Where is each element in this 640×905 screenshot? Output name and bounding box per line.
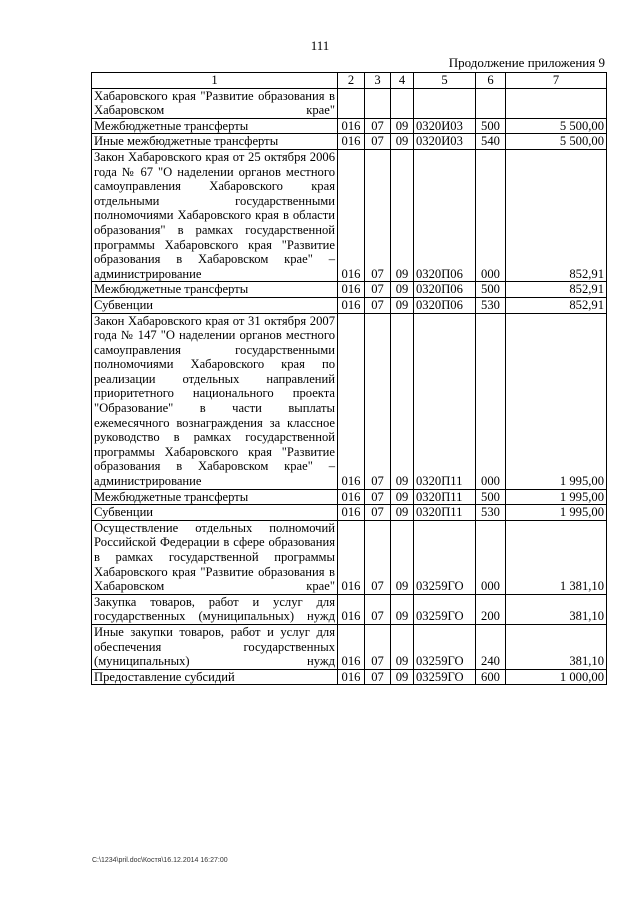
subsection-code: 09 <box>391 489 414 505</box>
expense-type-code: 240 <box>476 624 506 669</box>
section-code <box>365 88 391 118</box>
amount: 5 500,00 <box>506 134 607 150</box>
target-article-code: 0320П11 <box>414 313 476 489</box>
amount: 381,10 <box>506 594 607 624</box>
row-name: Хабаровского края "Развитие образования в Хабаровском крае" <box>92 88 338 118</box>
amount: 852,91 <box>506 297 607 313</box>
subsection-code <box>391 88 414 118</box>
table-row <box>92 520 607 594</box>
table-row <box>92 134 607 150</box>
chapter-code: 016 <box>338 313 365 489</box>
subsection-code: 09 <box>391 313 414 489</box>
subsection-code: 09 <box>391 297 414 313</box>
target-article-code <box>414 88 476 118</box>
table-row <box>92 669 607 685</box>
subsection-code: 09 <box>391 624 414 669</box>
chapter-code: 016 <box>338 118 365 134</box>
table-row <box>92 313 607 489</box>
section-code: 07 <box>365 313 391 489</box>
amount: 381,10 <box>506 624 607 669</box>
chapter-code <box>338 88 365 118</box>
amount: 852,91 <box>506 149 607 281</box>
section-code: 07 <box>365 282 391 298</box>
header-col-1: 1 <box>92 73 338 89</box>
expense-type-code <box>476 88 506 118</box>
expense-type-code: 600 <box>476 669 506 685</box>
expense-type-code: 000 <box>476 313 506 489</box>
subsection-code: 09 <box>391 282 414 298</box>
chapter-code: 016 <box>338 149 365 281</box>
amount: 5 500,00 <box>506 118 607 134</box>
table-row <box>92 118 607 134</box>
expense-type-code: 540 <box>476 134 506 150</box>
subsection-code: 09 <box>391 149 414 281</box>
expense-type-code: 530 <box>476 297 506 313</box>
file-path-footer: C:\1234\pril.doc\Костя\16.12.2014 16:27:00 <box>92 857 228 864</box>
table-row <box>92 489 607 505</box>
header-col-5: 5 <box>414 73 476 89</box>
section-code: 07 <box>365 134 391 150</box>
target-article-code: 03259ГО <box>414 594 476 624</box>
page-number: 111 <box>310 38 330 53</box>
target-article-code: 0320И03 <box>414 118 476 134</box>
row-name: Иные закупки товаров, работ и услуг для обеспечения государственных (муниципальных) нужд <box>92 624 338 669</box>
chapter-code: 016 <box>338 282 365 298</box>
chapter-code: 016 <box>338 624 365 669</box>
chapter-code: 016 <box>338 594 365 624</box>
table-header-row <box>92 73 607 89</box>
header-col-4: 4 <box>391 73 414 89</box>
row-name: Закон Хабаровского края от 25 октября 2006 года № 67 "О наделении органов местного самоуправления Хабаровского края отдельными государственными полномочиями Хабаровского края в области образования" в рамках государственной программы Хабаровского края "Развитие образования в Хабаровском крае" – администрирование <box>92 149 338 281</box>
expense-type-code: 500 <box>476 118 506 134</box>
expense-type-code: 000 <box>476 520 506 594</box>
target-article-code: 0320П06 <box>414 282 476 298</box>
row-name: Межбюджетные трансферты <box>92 282 338 298</box>
row-name: Предоставление субсидий <box>92 669 338 685</box>
section-code: 07 <box>365 149 391 281</box>
header-col-6: 6 <box>476 73 506 89</box>
table-row <box>92 505 607 521</box>
amount: 1 995,00 <box>506 489 607 505</box>
chapter-code: 016 <box>338 297 365 313</box>
amount: 1 995,00 <box>506 313 607 489</box>
row-name: Межбюджетные трансферты <box>92 489 338 505</box>
amount: 1 381,10 <box>506 520 607 594</box>
target-article-code: 03259ГО <box>414 520 476 594</box>
chapter-code: 016 <box>338 520 365 594</box>
table-row <box>92 149 607 281</box>
expense-type-code: 500 <box>476 282 506 298</box>
header-col-3: 3 <box>365 73 391 89</box>
target-article-code: 0320П06 <box>414 297 476 313</box>
section-code: 07 <box>365 489 391 505</box>
chapter-code: 016 <box>338 134 365 150</box>
row-name: Осуществление отдельных полномочий Российской Федерации в сфере образования в рамках государственной программы Хабаровского края "Развитие образования в Хабаровском крае" <box>92 520 338 594</box>
section-code: 07 <box>365 669 391 685</box>
expense-type-code: 530 <box>476 505 506 521</box>
subsection-code: 09 <box>391 594 414 624</box>
section-code: 07 <box>365 505 391 521</box>
chapter-code: 016 <box>338 505 365 521</box>
table-row <box>92 624 607 669</box>
expense-type-code: 000 <box>476 149 506 281</box>
section-code: 07 <box>365 520 391 594</box>
row-name: Субвенции <box>92 297 338 313</box>
subsection-code: 09 <box>391 134 414 150</box>
target-article-code: 0320П06 <box>414 149 476 281</box>
table-row <box>92 594 607 624</box>
header-col-7: 7 <box>506 73 607 89</box>
target-article-code: 0320П11 <box>414 505 476 521</box>
row-name: Закон Хабаровского края от 31 октября 2007 года № 147 "О наделении органов местного самоуправления государственными полномочиями Хабаровского края по реализации отдельных направлений приоритетного национального проекта "Образование" в части выплаты ежемесячного вознаграждения за классное руководство в рамках государственной программы Хабаровского края "Развитие образования в Хабаровском крае" – администрирование <box>92 313 338 489</box>
expense-type-code: 200 <box>476 594 506 624</box>
subsection-code: 09 <box>391 669 414 685</box>
table-row <box>92 282 607 298</box>
row-name: Иные межбюджетные трансферты <box>92 134 338 150</box>
header-col-2: 2 <box>338 73 365 89</box>
section-code: 07 <box>365 118 391 134</box>
row-name: Закупка товаров, работ и услуг для государственных (муниципальных) нужд <box>92 594 338 624</box>
target-article-code: 03259ГО <box>414 624 476 669</box>
budget-table <box>91 72 607 685</box>
expense-type-code: 500 <box>476 489 506 505</box>
table-row <box>92 88 607 118</box>
chapter-code: 016 <box>338 489 365 505</box>
row-name: Межбюджетные трансферты <box>92 118 338 134</box>
target-article-code: 0320П11 <box>414 489 476 505</box>
row-name: Субвенции <box>92 505 338 521</box>
subsection-code: 09 <box>391 118 414 134</box>
section-code: 07 <box>365 594 391 624</box>
appendix-continuation: Продолжение приложения 9 <box>448 55 605 70</box>
target-article-code: 03259ГО <box>414 669 476 685</box>
chapter-code: 016 <box>338 669 365 685</box>
amount <box>506 88 607 118</box>
section-code: 07 <box>365 624 391 669</box>
subsection-code: 09 <box>391 520 414 594</box>
amount: 1 000,00 <box>506 669 607 685</box>
target-article-code: 0320И03 <box>414 134 476 150</box>
amount: 852,91 <box>506 282 607 298</box>
subsection-code: 09 <box>391 505 414 521</box>
table-row <box>92 297 607 313</box>
section-code: 07 <box>365 297 391 313</box>
amount: 1 995,00 <box>506 505 607 521</box>
